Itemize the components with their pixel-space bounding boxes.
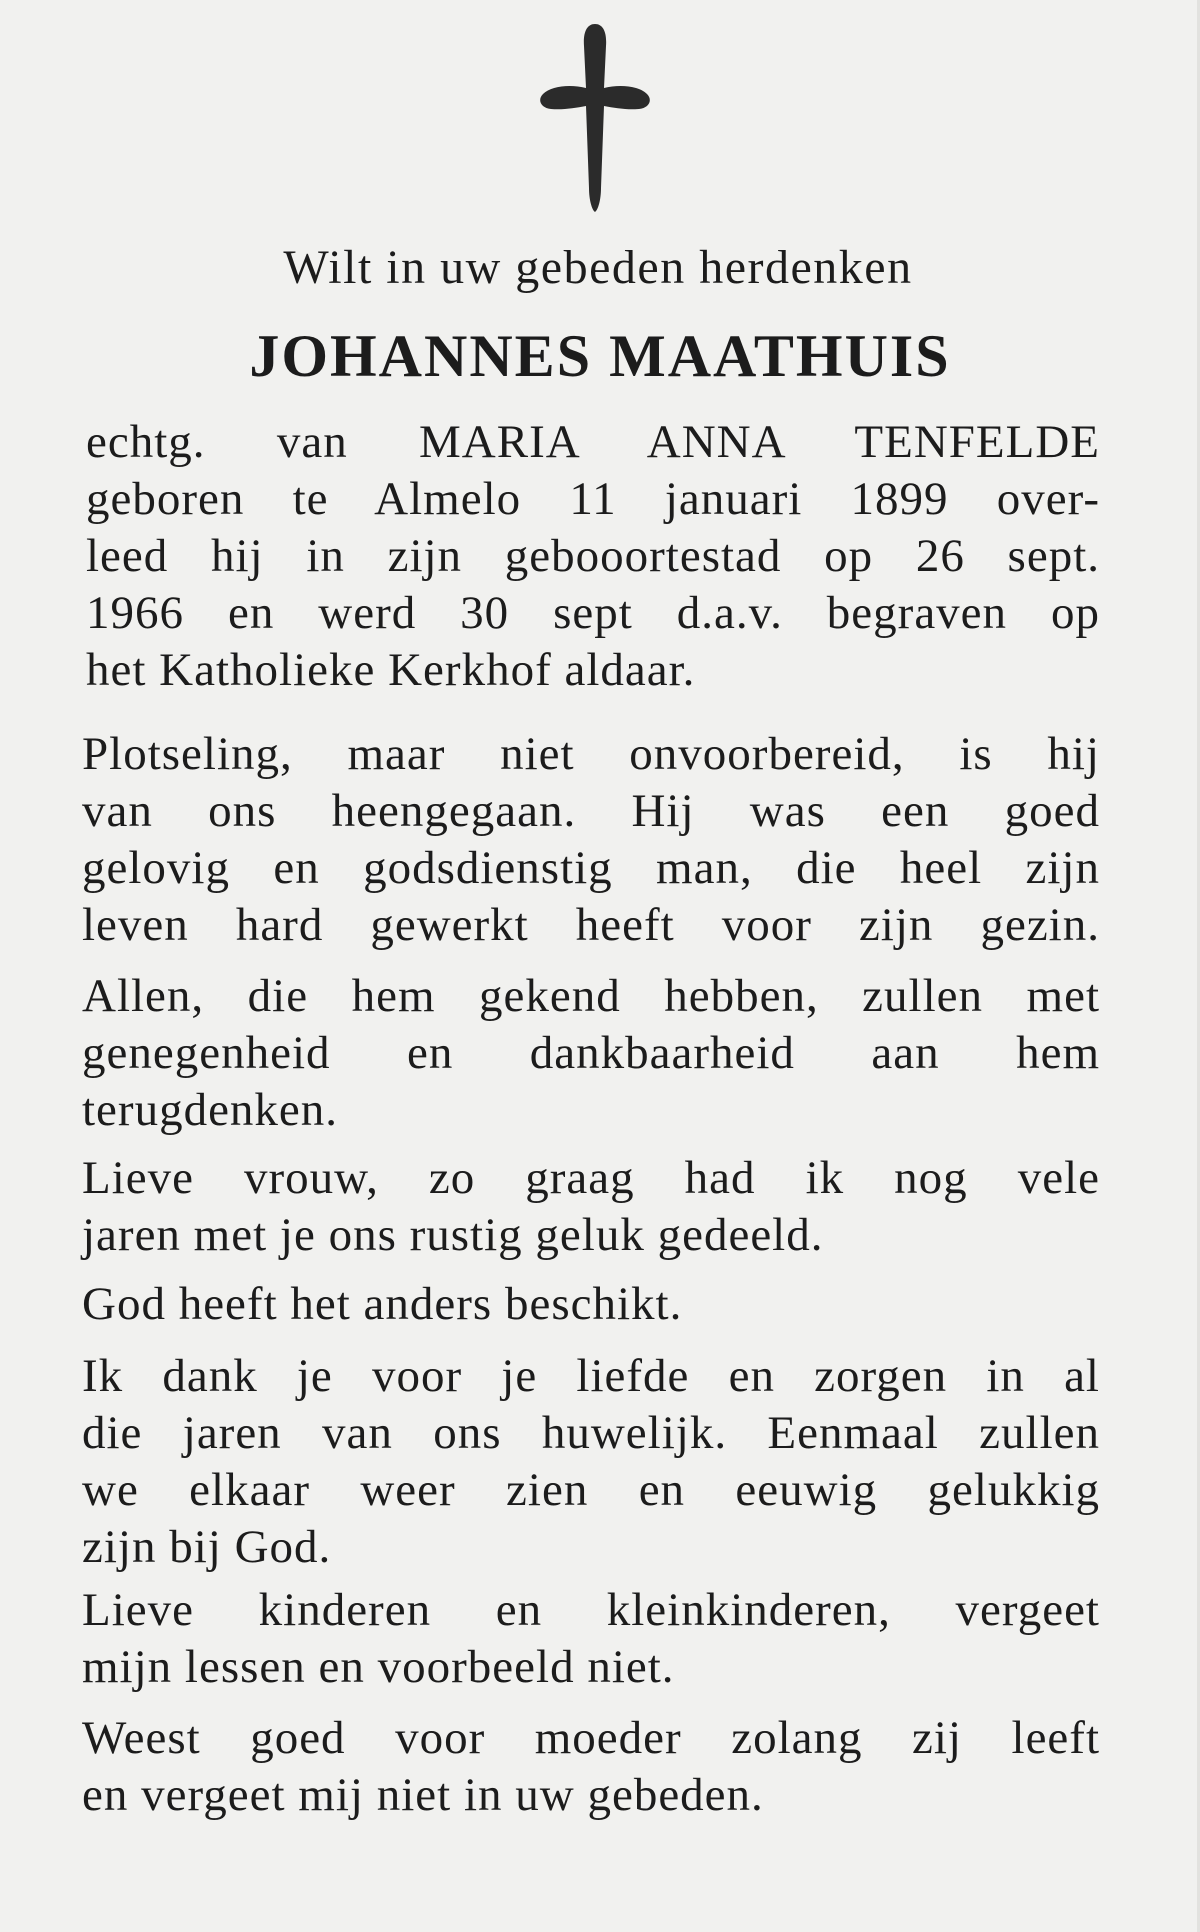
paragraph-remembrance <box>82 968 1100 1139</box>
paragraph-thanks <box>82 1348 1100 1576</box>
bio-line: geboren te Almelo 11 januari 1899 over- <box>86 473 1100 525</box>
paragraph-mother <box>82 1710 1100 1824</box>
biography-block <box>86 414 1100 699</box>
paragraph-farewell <box>82 726 1100 954</box>
text-line: en vergeet mij niet in uw gebeden. <box>82 1769 764 1821</box>
text-line: leven hard gewerkt heeft voor zijn gezin. <box>82 899 1100 951</box>
text-line: genegenheid en dankbaarheid aan hem <box>82 1027 1100 1079</box>
text-line: zijn bij God. <box>82 1521 332 1573</box>
text-line: die jaren van ons huwelijk. Eenmaal zullen <box>82 1407 1100 1459</box>
text-line: Plotseling, maar niet onvoorbereid, is hij <box>82 728 1100 780</box>
text-line: God heeft het anders beschikt. <box>82 1278 683 1330</box>
text-line: Lieve vrouw, zo graag had ik nog vele <box>82 1152 1100 1204</box>
paragraph-wife <box>82 1150 1100 1264</box>
bio-line: leed hij in zijn gebooortestad op 26 sept. <box>86 530 1100 582</box>
text-line: gelovig en godsdienstig man, die heel zijn <box>82 842 1100 894</box>
text-line: Lieve kinderen en kleinkinderen, vergeet <box>82 1584 1100 1636</box>
text-line: mijn lessen en voorbeeld niet. <box>82 1641 675 1693</box>
text-line: Ik dank je voor je liefde en zorgen in al <box>82 1350 1100 1402</box>
bio-line: het Katholieke Kerkhof aldaar. <box>86 644 696 696</box>
text-line: jaren met je ons rustig geluk gedeeld. <box>82 1209 824 1261</box>
text-line: Allen, die hem gekend hebben, zullen met <box>82 970 1100 1022</box>
text-line: terugdenken. <box>82 1084 339 1136</box>
intro-heading: Wilt in uw gebeden herdenken <box>283 241 913 294</box>
cross-icon <box>535 18 655 218</box>
deceased-name: JOHANNES MAATHUIS <box>249 323 951 389</box>
text-line: Weest goed voor moeder zolang zij leeft <box>82 1712 1100 1764</box>
bio-line: echtg. van MARIA ANNA TENFELDE <box>86 416 1100 468</box>
text-line: van ons heengegaan. Hij was een goed <box>82 785 1100 837</box>
bio-line: 1966 en werd 30 sept d.a.v. begraven op <box>86 587 1100 639</box>
text-line: we elkaar weer zien en eeuwig gelukkig <box>82 1464 1100 1516</box>
paragraph-god <box>82 1276 1100 1333</box>
paragraph-children <box>82 1582 1100 1696</box>
